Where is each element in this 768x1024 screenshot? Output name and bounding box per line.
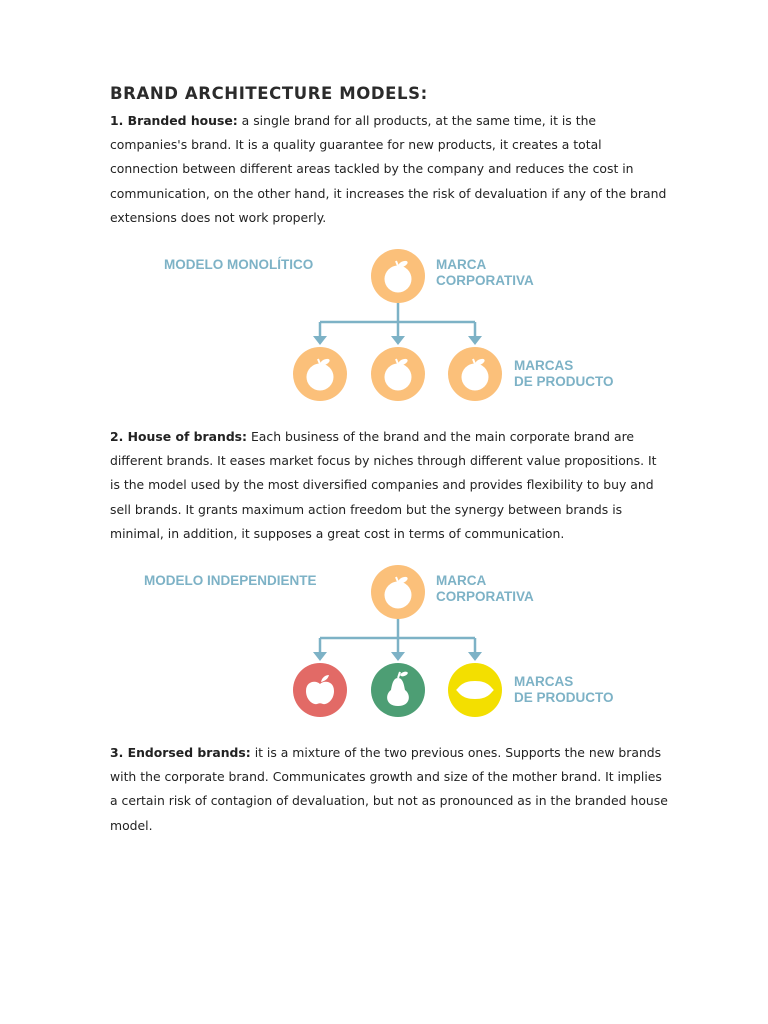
section-house-of-brands bbox=[110, 425, 670, 546]
product-brands-label-line1: MARCAS bbox=[514, 674, 574, 689]
corporate-brand-label-line1: MARCA bbox=[436, 257, 487, 272]
page-title: BRAND ARCHITECTURE MODELS: bbox=[110, 84, 428, 103]
section-text: a single brand for all products, at the same time, it is the companies's brand. It is a quality guarantee for new products, it creates a total connection between different areas tackled by the company and reduces the cost in communication, on the other hand, it increases the risk of devaluation if any of the brand extensions does not work properly. bbox=[110, 113, 667, 225]
section-heading: 3. Endorsed brands: bbox=[110, 745, 251, 760]
diagram-monolithic-model bbox=[0, 236, 768, 412]
product-brands-label-line2: DE PRODUCTO bbox=[514, 690, 614, 705]
section-heading: 1. Branded house: bbox=[110, 113, 238, 128]
section-text: it is a mixture of the two previous ones. Supports the new brands with the corporate brand. Communicates growth and size of the mother brand. It implies a certain risk of contagion of devaluation, but not as pronounced as in the branded house model. bbox=[110, 745, 668, 833]
model-label: MODELO INDEPENDIENTE bbox=[144, 573, 317, 588]
arrow-heads bbox=[313, 336, 482, 345]
diagram-independent-model bbox=[0, 552, 768, 728]
orange-icon bbox=[293, 347, 347, 401]
lemon-icon bbox=[448, 663, 502, 717]
product-brands-label-line2: DE PRODUCTO bbox=[514, 374, 614, 389]
model-label: MODELO MONOLÍTICO bbox=[164, 257, 314, 272]
section-text: Each business of the brand and the main corporate brand are different brands. It eases market focus by niches through different value propositions. It is the model used by the most diversified companies and provides flexibility to buy and sell brands. It grants maximum action freedom but the synergy between brands is minimal, in addition, it supposes a great cost in terms of communication. bbox=[110, 429, 657, 541]
orange-icon bbox=[371, 565, 425, 619]
apple-icon bbox=[293, 663, 347, 717]
connector-arrows bbox=[320, 302, 475, 338]
orange-icon bbox=[448, 347, 502, 401]
corporate-brand-label-line2: CORPORATIVA bbox=[436, 273, 534, 288]
corporate-brand-label-line1: MARCA bbox=[436, 573, 487, 588]
product-brands-label-line1: MARCAS bbox=[514, 358, 574, 373]
connector-arrows bbox=[320, 618, 475, 654]
pear-icon bbox=[371, 663, 425, 717]
orange-icon bbox=[371, 249, 425, 303]
section-heading: 2. House of brands: bbox=[110, 429, 248, 444]
section-endorsed-brands bbox=[110, 741, 670, 838]
arrow-heads bbox=[313, 652, 482, 661]
orange-icon bbox=[371, 347, 425, 401]
corporate-brand-label-line2: CORPORATIVA bbox=[436, 589, 534, 604]
section-branded-house bbox=[110, 109, 670, 230]
